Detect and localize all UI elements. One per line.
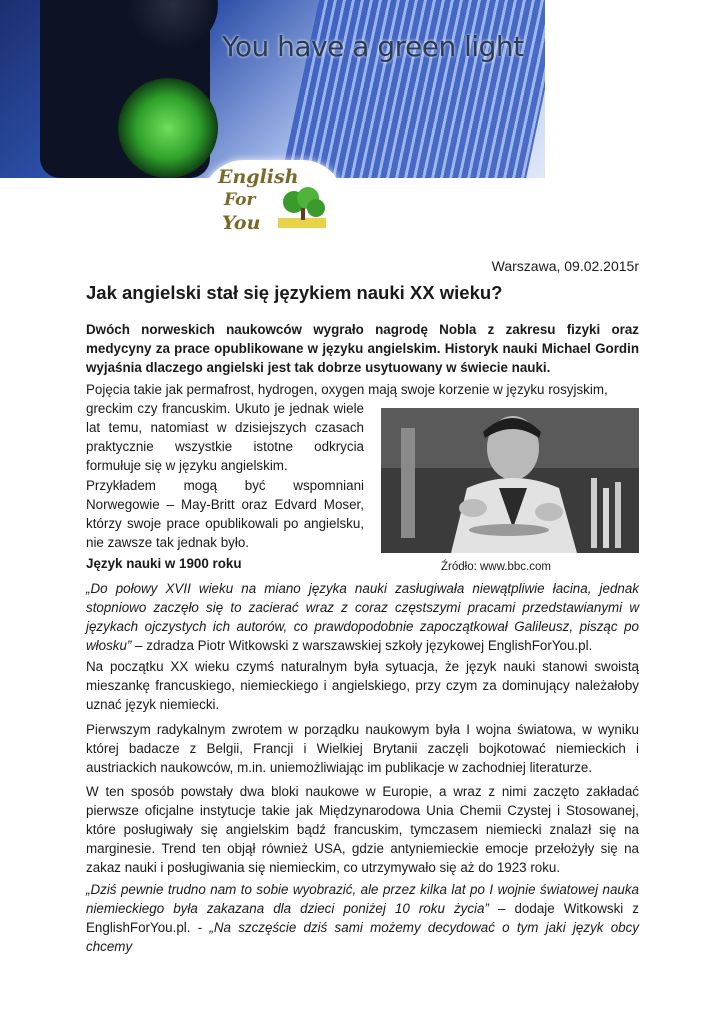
- quote-paragraph-2: [86, 880, 639, 956]
- traffic-light-red-lamp: [128, 0, 218, 50]
- paragraph-1-line-1: Pojęcia takie jak permafrost, hydrogen, oxygen mają swoje korzenie w języku rosyjskim,: [86, 382, 608, 397]
- quote-1: „Do połowy XVII wieku na miano języka nauki zasługiwała niewątpliwie łacina, jednak stopniowo zaczęło się to zacierać wraz z coraz częstszymi pracami przedstawianymi w językach ojczystych ich autorów, co prawdopodobnie zapoczątkował Galileusz, pisząc po włosku”: [86, 581, 639, 653]
- quote-2: „Dziś pewnie trudno nam to sobie wyobrazić, ale przez kilka lat po I wojnie światowej nauka niemieckiego była zakazana dla dzieci poniżej 10 roku życia”: [86, 882, 639, 916]
- scientist-photo: [381, 408, 639, 553]
- tree-icon: [274, 186, 330, 230]
- english-for-you-logo: [202, 160, 344, 244]
- paragraph-1-continuation: greckim czy francuskim. Ukuto je jednak wiele lat temu, natomiast w dzisiejszych czasach praktycznie wszystkie istotne odkrycia formułuje się w języku angielskim.: [86, 401, 364, 473]
- logo-line-2: For: [224, 190, 256, 210]
- paragraph-3: Na początku XX wieku czymś naturalnym była sytuacja, że język nauki stanowi swoistą mieszankę francuskiego, niemieckiego i angielskiego, przy czym za dominujący należałoby uznać język niemiecki.: [86, 659, 639, 712]
- quote-paragraph-1: [86, 579, 639, 655]
- banner-slogan: You have a green light: [222, 30, 524, 63]
- section-heading: Język nauki w 1900 roku: [86, 556, 242, 571]
- quote-3: „Na szczęście dziś sami możemy decydować o tym jaki język obcy chcemy: [86, 920, 639, 954]
- photo-caption: Źródło: www.bbc.com: [441, 561, 551, 573]
- traffic-light-green-lamp: [118, 78, 218, 178]
- quote-1-attribution: – zdradza Piotr Witkowski z warszawskiej szkoły językowej EnglishForYou.pl.: [131, 638, 593, 653]
- article-lead: Dwóch norweskich naukowców wygrało nagrodę Nobla z zakresu fizyki oraz medycyny za prace opublikowane w języku angielskim. Historyk nauki Michael Gordin wyjaśnia dlaczego angielski jest tak dobrze usytuowany w świecie nauki.: [86, 322, 639, 375]
- traffic-light-image: [40, 0, 210, 178]
- paragraph-5: W ten sposób powstały dwa bloki naukowe w Europie, a wraz z nimi zaczęto zakładać pierwsze oficjalne instytucje takie jak Międzynarodowa Unia Chemii Czystej i Stosowanej, które posługiwały się angielskim bądź francuskim, tymczasem niemiecki znalazł się na marginesie. Trend ten objął również USA, gdzie antyniemieckie emocje przełożyły się na zakaz nauki i posługiwania się niemieckim, co utrzymywało się aż do 1923 roku.: [86, 784, 639, 875]
- article-title: Jak angielski stał się językiem nauki XX wieku?: [86, 282, 503, 303]
- logo-line-3: You: [222, 212, 261, 234]
- header-banner: [0, 0, 545, 178]
- quote-2-attribution: – dodaje Witkowski z EnglishForYou.pl. -: [86, 901, 639, 935]
- skyscraper-image: [281, 0, 545, 178]
- logo-line-1: English: [218, 166, 299, 188]
- paragraph-2: Przykładem mogą być wspomniani Norwegowie – May-Britt oraz Edvard Moser, którzy swoje prace opublikowali po angielsku, nie zawsze tak jednak było.: [86, 478, 364, 550]
- paragraph-4: Pierwszym radykalnym zwrotem w porządku naukowym była I wojna światowa, w wyniku której badacze z Belgii, Francji i Wielkiej Brytanii zaczęli bojkotować niemieckich i austriackich naukowców, m.in. uniemożliwiając im publikacje w zachodniej literaturze.: [86, 722, 639, 775]
- document-date: Warszawa, 09.02.2015r: [491, 258, 639, 274]
- scientist-photo-illustration: [381, 408, 639, 553]
